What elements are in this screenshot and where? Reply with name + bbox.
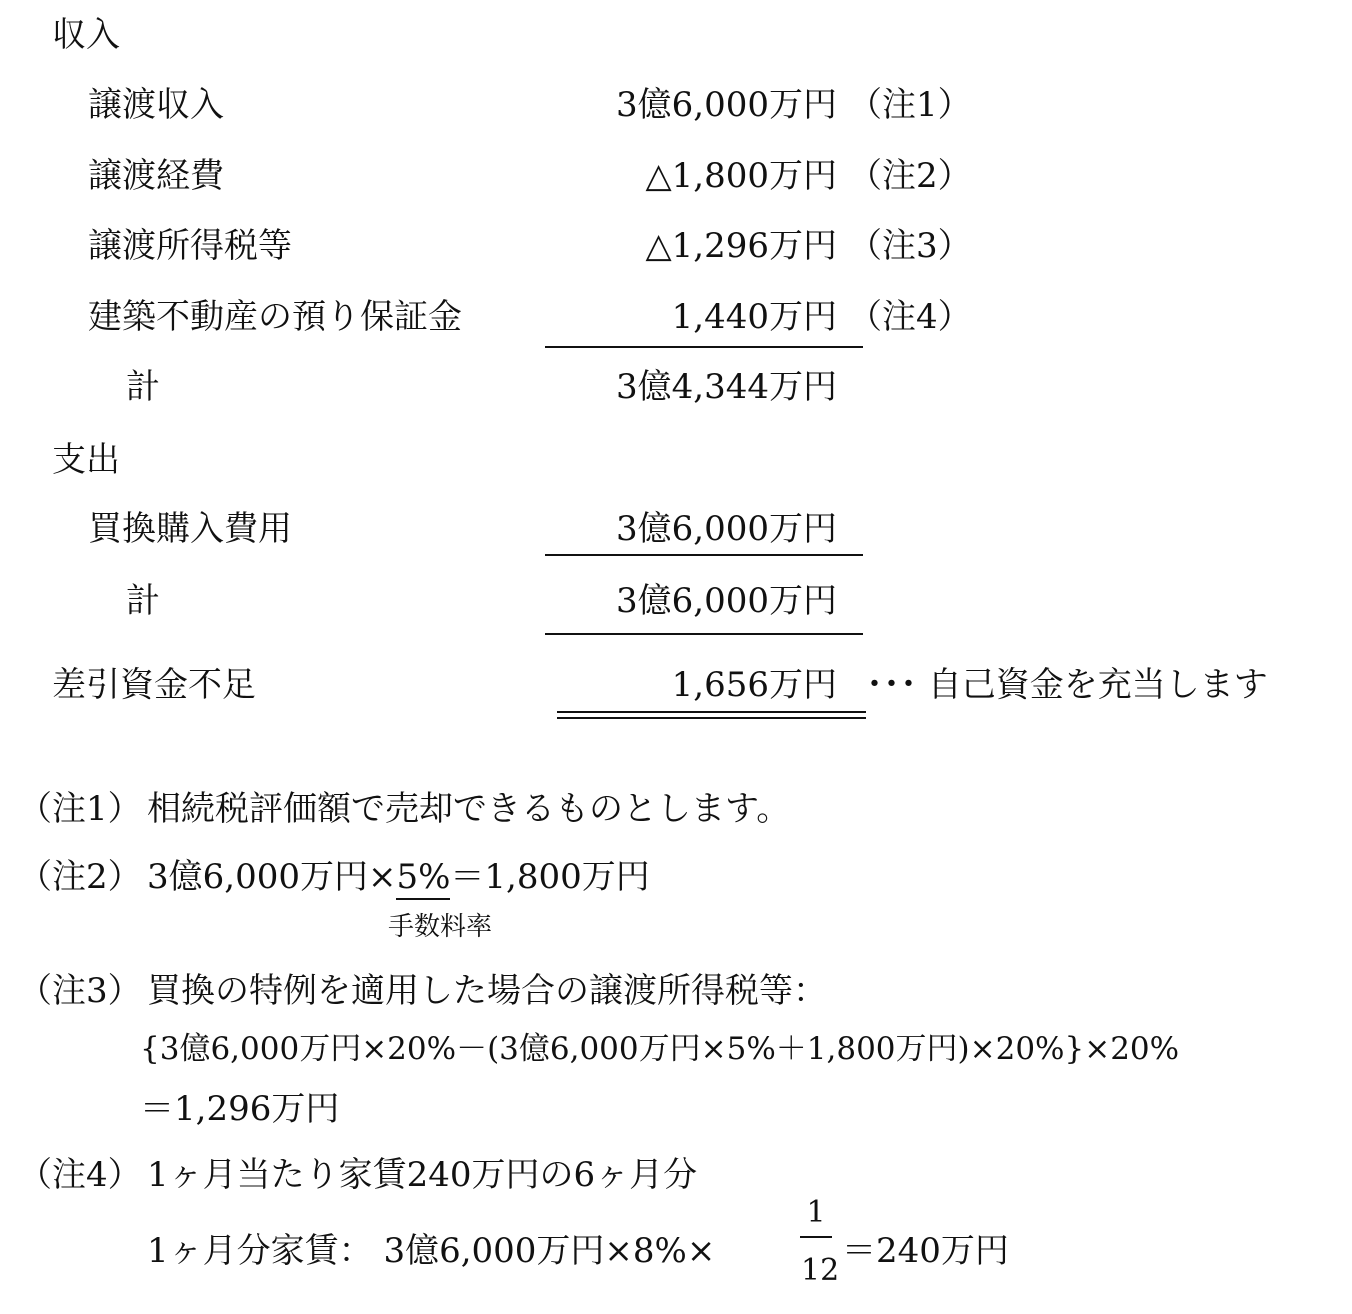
note2-fee-rate: 5% (396, 857, 450, 900)
expense-total-rule (545, 633, 863, 635)
note2-rate-caption: 手数料率 (388, 912, 493, 942)
expense-total-amount: 3億6,000万円 (616, 581, 837, 621)
note4-marker: （注4） (18, 1155, 142, 1195)
income-row-label: 建築不動産の預り保証金 (88, 297, 462, 337)
income-subtotal-rule (545, 346, 863, 348)
note4-line1: 1ヶ月当たり家賃240万円の6ヶ月分 (147, 1155, 698, 1195)
expense-total-label: 計 (126, 581, 160, 621)
expense-row-label: 買換購入費用 (88, 509, 292, 549)
note4-line2-pre: 1ヶ月分家賃： 3億6,000万円×8%× (147, 1231, 716, 1271)
balance-label: 差引資金不足 (52, 665, 256, 705)
note1-text: 相続税評価額で売却できるものとします。 (147, 789, 791, 829)
balance-double-rule-top (557, 711, 866, 713)
note1-marker: （注1） (18, 789, 142, 829)
income-row-label: 譲渡所得税等 (88, 226, 292, 266)
note2-formula-pre: 3億6,000万円× (147, 857, 397, 897)
income-row-note: （注1） (848, 85, 972, 125)
note3-line1: 買換の特例を適用した場合の譲渡所得税等： (147, 971, 827, 1011)
income-row-label: 譲渡経費 (88, 156, 224, 196)
note3-line3: ＝1,296万円 (140, 1089, 340, 1129)
income-row-amount: △1,800万円 (645, 156, 837, 196)
balance-double-rule-bottom (557, 717, 866, 719)
income-row-amount: 1,440万円 (671, 297, 837, 337)
note4-fraction-numerator: 1 (806, 1195, 826, 1230)
expense-subtotal-rule (545, 554, 863, 556)
note2-marker: （注2） (18, 857, 142, 897)
income-heading: 収入 (52, 15, 120, 55)
note3-line2: {3億6,000万円×20%－(3億6,000万円×5%＋1,800万円)×20%}×20% (140, 1031, 1180, 1067)
income-row-note: （注2） (848, 156, 972, 196)
income-row-label: 譲渡収入 (88, 85, 224, 125)
income-row-amount: 3億6,000万円 (616, 85, 837, 125)
note2-formula-post: ＝1,800万円 (450, 857, 650, 897)
note3-marker: （注3） (18, 971, 142, 1011)
note2-formula (147, 857, 650, 897)
expense-heading: 支出 (52, 440, 120, 480)
balance-comment: ･･･ 自己資金を充当します (866, 665, 1268, 705)
income-total-label: 計 (126, 367, 160, 407)
balance-amount: 1,656万円 (671, 665, 837, 705)
income-row-amount: △1,296万円 (645, 226, 837, 266)
note4-fraction-denominator: 12 (801, 1253, 840, 1288)
income-row-note: （注3） (848, 226, 972, 266)
income-row-note: （注4） (848, 297, 972, 337)
income-total-amount: 3億4,344万円 (616, 367, 837, 407)
note4-fraction-bar (800, 1236, 832, 1238)
expense-row-amount: 3億6,000万円 (616, 509, 837, 549)
note4-line2-post: ＝240万円 (842, 1231, 1009, 1271)
